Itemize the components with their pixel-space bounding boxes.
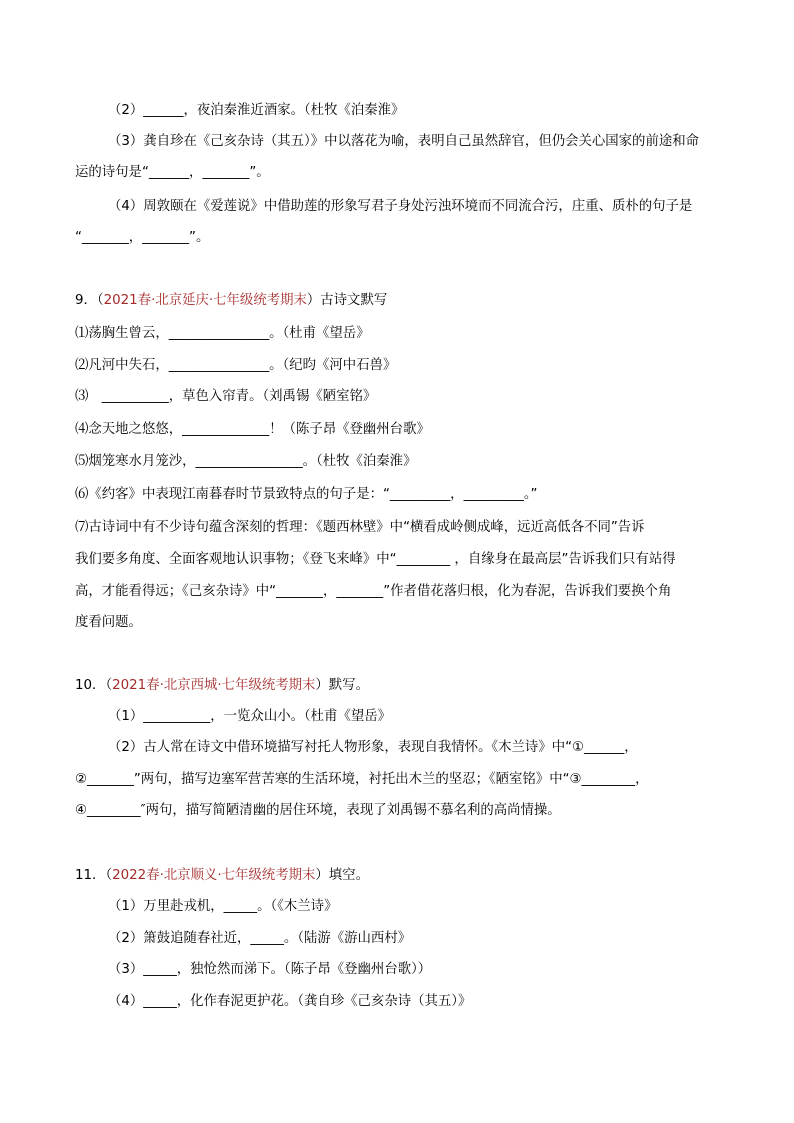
q11-number: 11．（ bbox=[75, 868, 113, 883]
q10-heading bbox=[75, 676, 794, 696]
q9-number: 9．（ bbox=[75, 293, 104, 308]
q10-line-4: ④________″两句，描写简陋清幽的居住环境，表现了刘禹锡不慕名利的高尚情操。 bbox=[75, 803, 561, 818]
q11-title: ）填空。 bbox=[315, 868, 369, 883]
q9-heading bbox=[75, 291, 794, 311]
q11-line-2: （2）箫鼓追随春社近，_____。（陆游《游山西村》 bbox=[108, 931, 412, 946]
q11-heading bbox=[75, 866, 794, 886]
q9-line-8: 我们要多角度、全面客观地认识事物；《登飞来峰》中“________ ，自缘身在最高层”告诉我们只有站得 bbox=[75, 552, 676, 567]
q9-line-6: ⑹《约客》中表现江南暮春时节景致特点的句子是：“_________，_________。” bbox=[75, 487, 538, 502]
q8-item-4-line2: “_______，_______”。 bbox=[75, 230, 210, 245]
q11-source: 2022春·北京顺义·七年级统考期末 bbox=[112, 868, 316, 883]
q9-line-7: ⑺古诗词中有不少诗句蕴含深刻的哲理：《题西林壁》中“横看成岭侧成峰，远近高低各不同”告诉 bbox=[75, 520, 645, 535]
q11-line-1: （1）万里赴戎机，_____。（《木兰诗》 bbox=[108, 899, 338, 914]
q10-line-3: ②_______”两句，描写边塞军营苦寒的生活环境，衬托出木兰的坚忍；《陋室铭》中“③________， bbox=[75, 772, 649, 787]
q11-line-4: （4）_____，化作春泥更护花。（龚自珍《己亥杂诗（其五）》 bbox=[108, 994, 472, 1009]
q11-line-3: （3）_____，独怆然而涕下。（陈子昂《登幽州台歌）） bbox=[108, 962, 432, 977]
q9-source: 2021春·北京延庆·七年级统考期末 bbox=[103, 293, 307, 308]
q9-line-3: ⑶ __________，草色入帘青。（刘禹锡《陋室铭》 bbox=[75, 389, 377, 404]
q10-line-1: （1）__________，一览众山小。（杜甫《望岳》 bbox=[108, 709, 392, 724]
q9-title: ）古诗文默写 bbox=[306, 293, 388, 308]
q9-line-2: ⑵凡河中失石，_______________。（纪昀《河中石兽》 bbox=[75, 358, 397, 373]
q9-line-4: ⑷念天地之悠悠，_____________！（陈子昂《登幽州台歌》 bbox=[75, 422, 430, 437]
q8-item-4-line1: （4）周敦颐在《爱莲说》中借助莲的形象写君子身处污浊环境而不同流合污，庄重、质朴的句子是 bbox=[108, 199, 693, 214]
q8-item-3-line1: （3）龚自珍在《己亥杂诗（其五）》中以落花为喻，表明自己虽然辞官，但仍会关心国家的前途和命 bbox=[108, 134, 700, 149]
q10-title: ）默写。 bbox=[315, 678, 369, 693]
q9-line-10: 度看问题。 bbox=[75, 615, 142, 630]
q10-number: 10．（ bbox=[75, 678, 113, 693]
q9-line-1: ⑴荡胸生曾云，_______________。（杜甫《望岳》 bbox=[75, 326, 370, 341]
q8-item-2: （2）______，夜泊秦淮近酒家。（杜牧《泊秦淮》 bbox=[108, 103, 405, 118]
q8-item-3-line2: 运的诗句是“______，_______”。 bbox=[75, 165, 270, 180]
q9-line-9: 高，才能看得远；《己亥杂诗》中“_______，_______”作者借花落归根，化为春泥，告诉我们要换个角 bbox=[75, 584, 672, 599]
q10-source: 2021春·北京西城·七年级统考期末 bbox=[112, 678, 316, 693]
q10-line-2: （2）古人常在诗文中借环境描写衬托人物形象，表现自我情怀。《木兰诗》中“①______， bbox=[108, 740, 638, 755]
q9-line-5: ⑸烟笼寒水月笼沙，________________。（杜牧《泊秦淮》 bbox=[75, 454, 417, 469]
